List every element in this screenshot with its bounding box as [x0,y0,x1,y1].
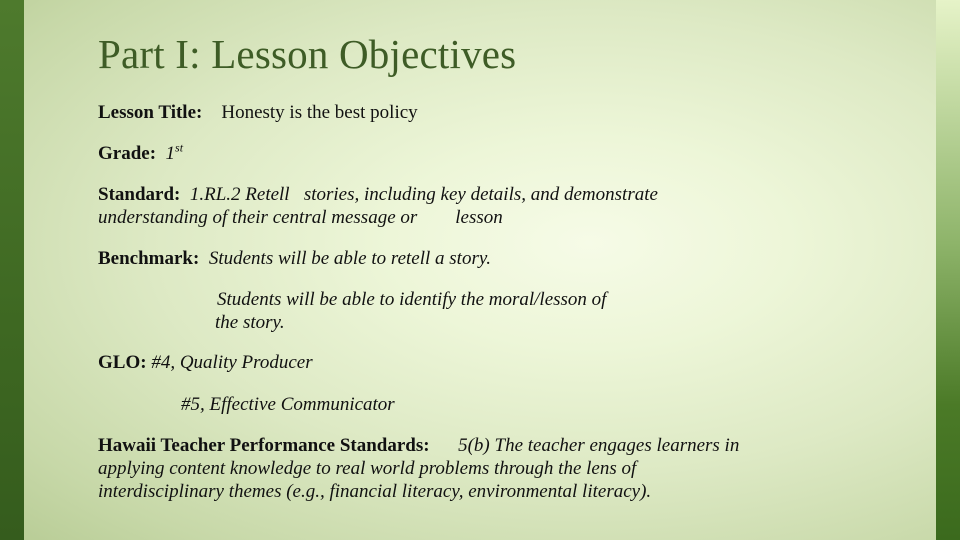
slide-title: Part I: Lesson Objectives [98,31,517,77]
standard-text-line2: understanding of their central message or lesson [98,207,503,228]
lesson-title-label: Lesson Title: [98,102,203,123]
htps-text-line2: applying content knowledge to real world problems through the lens of [98,458,637,479]
grade-suffix: st [175,140,184,155]
grade-value: 1 [165,143,176,164]
glo-item-2: #5, Effective Communicator [181,394,395,415]
htps-row [98,434,739,457]
lesson-title-row [98,101,418,124]
grade-label: Grade: [98,143,157,164]
benchmark-item-2-line2: the story. [215,312,285,333]
benchmark-label: Benchmark: [98,248,200,269]
standard-label: Standard: [98,184,181,205]
glo-row [98,351,313,374]
standard-text-line1: 1.RL.2 Retell stories, including key details, and demonstrate [189,184,658,205]
left-accent-bar [0,0,24,540]
glo-item-1: #4, Quality Producer [151,352,313,373]
benchmark-row [98,247,491,270]
standard-row [98,183,658,206]
htps-label: Hawaii Teacher Performance Standards: [98,435,430,456]
benchmark-item-1: Students will be able to retell a story. [208,248,491,269]
right-accent-bar [936,0,960,540]
htps-text-line3: interdisciplinary themes (e.g., financial literacy, environmental literacy). [98,481,652,502]
lesson-title-value: Honesty is the best policy [221,102,418,123]
htps-text-line1: 5(b) The teacher engages learners in [458,435,740,456]
benchmark-item-2-line1: Students will be able to identify the moral/lesson of [217,289,607,310]
grade-row [98,142,183,165]
glo-label: GLO: [98,352,147,373]
